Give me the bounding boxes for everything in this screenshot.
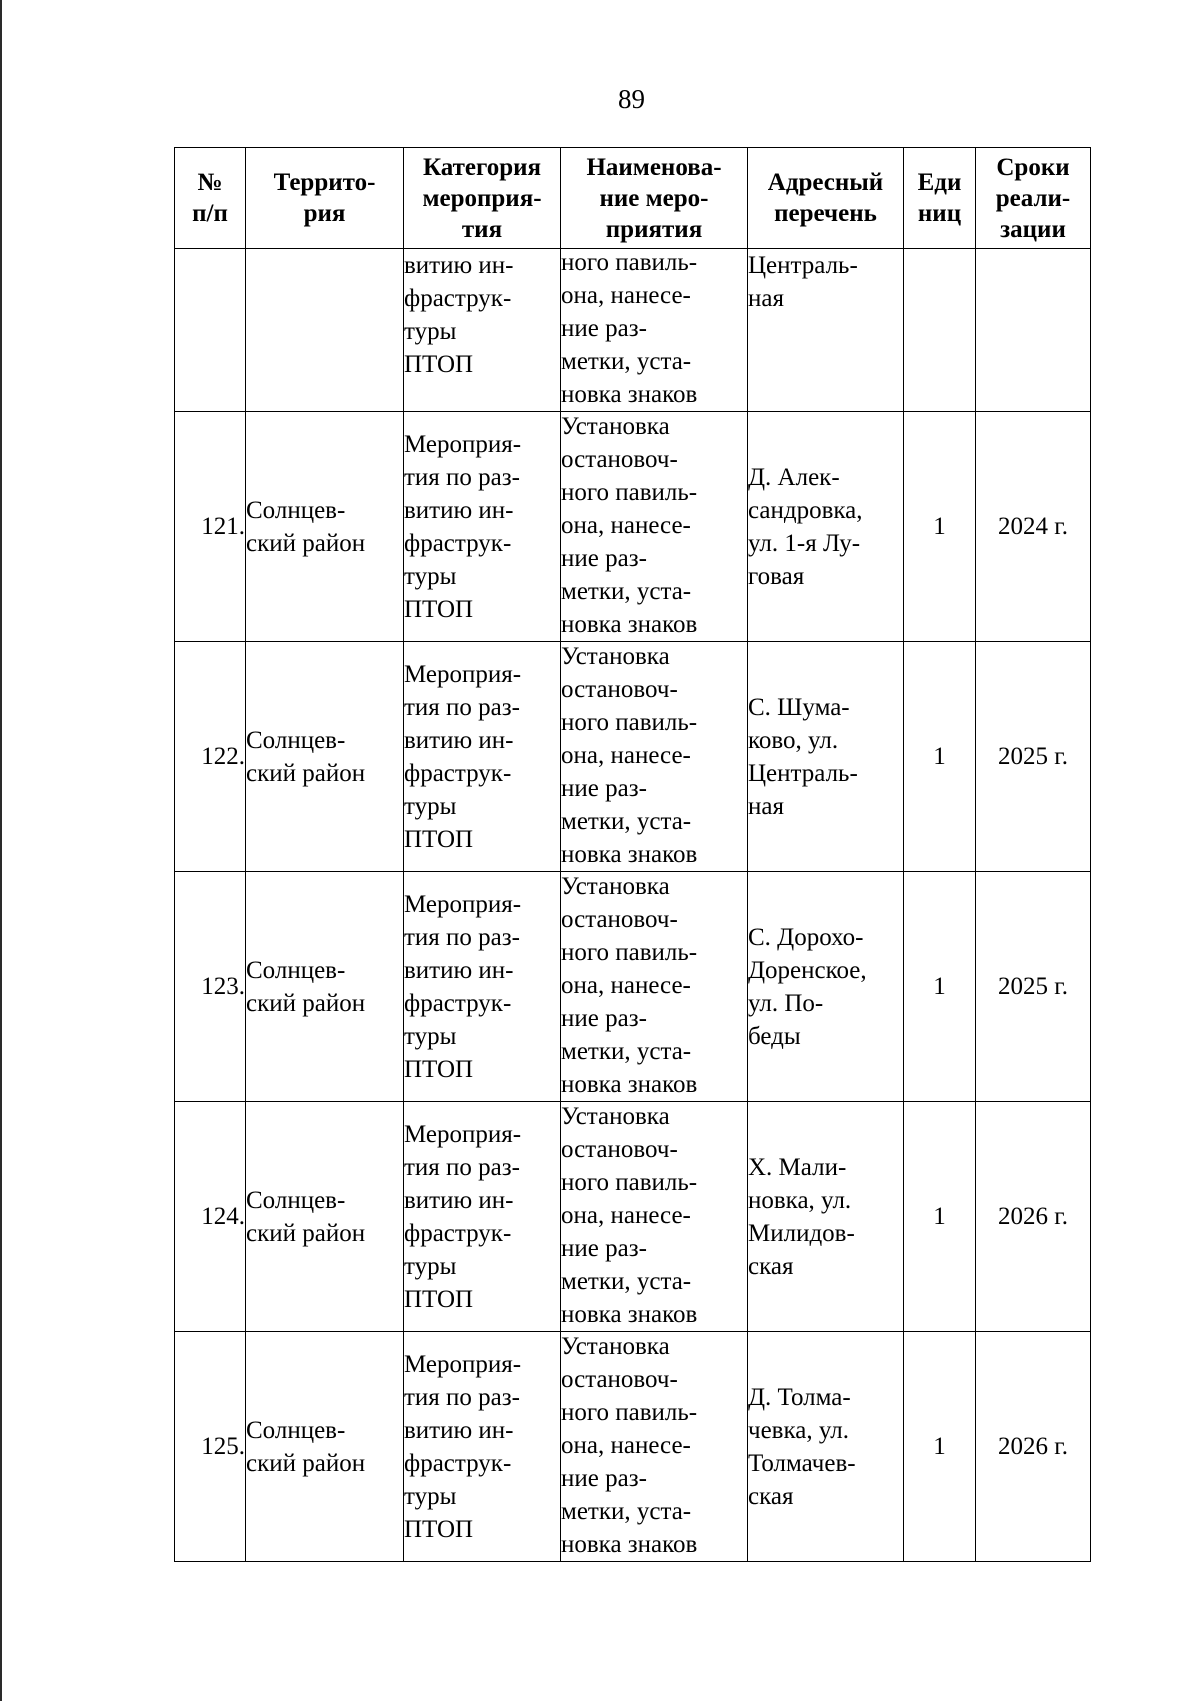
cell-term: 2024 г. xyxy=(976,412,1091,642)
header-row xyxy=(175,148,1091,249)
cell-term: 2026 г. xyxy=(976,1332,1091,1562)
scan-edge xyxy=(0,0,2,1701)
table-row xyxy=(175,1102,1091,1332)
cell-units: 1 xyxy=(904,1102,976,1332)
table-body xyxy=(175,249,1091,1562)
cell-name: Установка остановоч- ного павиль- она, нанесе- ние раз- метки, уста- новка знаков xyxy=(561,872,748,1102)
header-cell-territory: Террито- рия xyxy=(246,148,404,249)
cell-number: 121. xyxy=(175,412,246,642)
cell-number: 124. xyxy=(175,1102,246,1332)
cell-units: 1 xyxy=(904,1332,976,1562)
table-row xyxy=(175,412,1091,642)
cell-term xyxy=(976,249,1091,412)
header-cell-category: Категория мероприя- тия xyxy=(404,148,561,249)
cell-address: С. Шума- ково, ул. Централь- ная xyxy=(748,642,904,872)
cell-address: С. Дорохо- Доренское, ул. По- беды xyxy=(748,872,904,1102)
cell-category: Мероприя- тия по раз- витию ин- фраструк- туры ПТОП xyxy=(404,1332,561,1562)
cell-territory: Солнцев- ский район xyxy=(246,1332,404,1562)
cell-territory: Солнцев- ский район xyxy=(246,412,404,642)
page-number: 89 xyxy=(618,84,645,114)
cell-units: 1 xyxy=(904,412,976,642)
cell-name: Установка остановоч- ного павиль- она, нанесе- ние раз- метки, уста- новка знаков xyxy=(561,1102,748,1332)
cell-address: Д. Алек- сандровка, ул. 1-я Лу- говая xyxy=(748,412,904,642)
header-cell-name: Наименова- ние меро- приятия xyxy=(561,148,748,249)
table-header xyxy=(175,148,1091,249)
table-row xyxy=(175,642,1091,872)
cell-units xyxy=(904,249,976,412)
cell-name: ного павиль- она, нанесе- ние раз- метки, уста- новка знаков xyxy=(561,249,748,412)
cell-term: 2025 г. xyxy=(976,872,1091,1102)
cell-territory: Солнцев- ский район xyxy=(246,1102,404,1332)
cell-address: Централь- ная xyxy=(748,249,904,412)
header-cell-term: Сроки реали- зации xyxy=(976,148,1091,249)
cell-address: Д. Толма- чевка, ул. Толмачев- ская xyxy=(748,1332,904,1562)
table-row xyxy=(175,1332,1091,1562)
cell-category: Мероприя- тия по раз- витию ин- фраструк- туры ПТОП xyxy=(404,642,561,872)
cell-name: Установка остановоч- ного павиль- она, нанесе- ние раз- метки, уста- новка знаков xyxy=(561,642,748,872)
cell-category: Мероприя- тия по раз- витию ин- фраструк- туры ПТОП xyxy=(404,872,561,1102)
cell-territory xyxy=(246,249,404,412)
cell-units: 1 xyxy=(904,642,976,872)
cell-units: 1 xyxy=(904,872,976,1102)
cell-term: 2025 г. xyxy=(976,642,1091,872)
header-cell-number: № п/п xyxy=(175,148,246,249)
header-cell-address: Адресный перечень xyxy=(748,148,904,249)
table-row xyxy=(175,872,1091,1102)
cell-number: 122. xyxy=(175,642,246,872)
table-row-continuation xyxy=(175,249,1091,412)
cell-number xyxy=(175,249,246,412)
cell-number: 123. xyxy=(175,872,246,1102)
cell-territory: Солнцев- ский район xyxy=(246,642,404,872)
cell-number: 125. xyxy=(175,1332,246,1562)
cell-name: Установка остановоч- ного павиль- она, нанесе- ние раз- метки, уста- новка знаков xyxy=(561,1332,748,1562)
cell-term: 2026 г. xyxy=(976,1102,1091,1332)
cell-category: Мероприя- тия по раз- витию ин- фраструк- туры ПТОП xyxy=(404,412,561,642)
activities-table xyxy=(174,147,1091,1562)
header-cell-units: Еди ниц xyxy=(904,148,976,249)
cell-address: Х. Мали- новка, ул. Милидов- ская xyxy=(748,1102,904,1332)
cell-name: Установка остановоч- ного павиль- она, нанесе- ние раз- метки, уста- новка знаков xyxy=(561,412,748,642)
cell-category: Мероприя- тия по раз- витию ин- фраструк- туры ПТОП xyxy=(404,1102,561,1332)
cell-category: витию ин- фраструк- туры ПТОП xyxy=(404,249,561,412)
cell-territory: Солнцев- ский район xyxy=(246,872,404,1102)
